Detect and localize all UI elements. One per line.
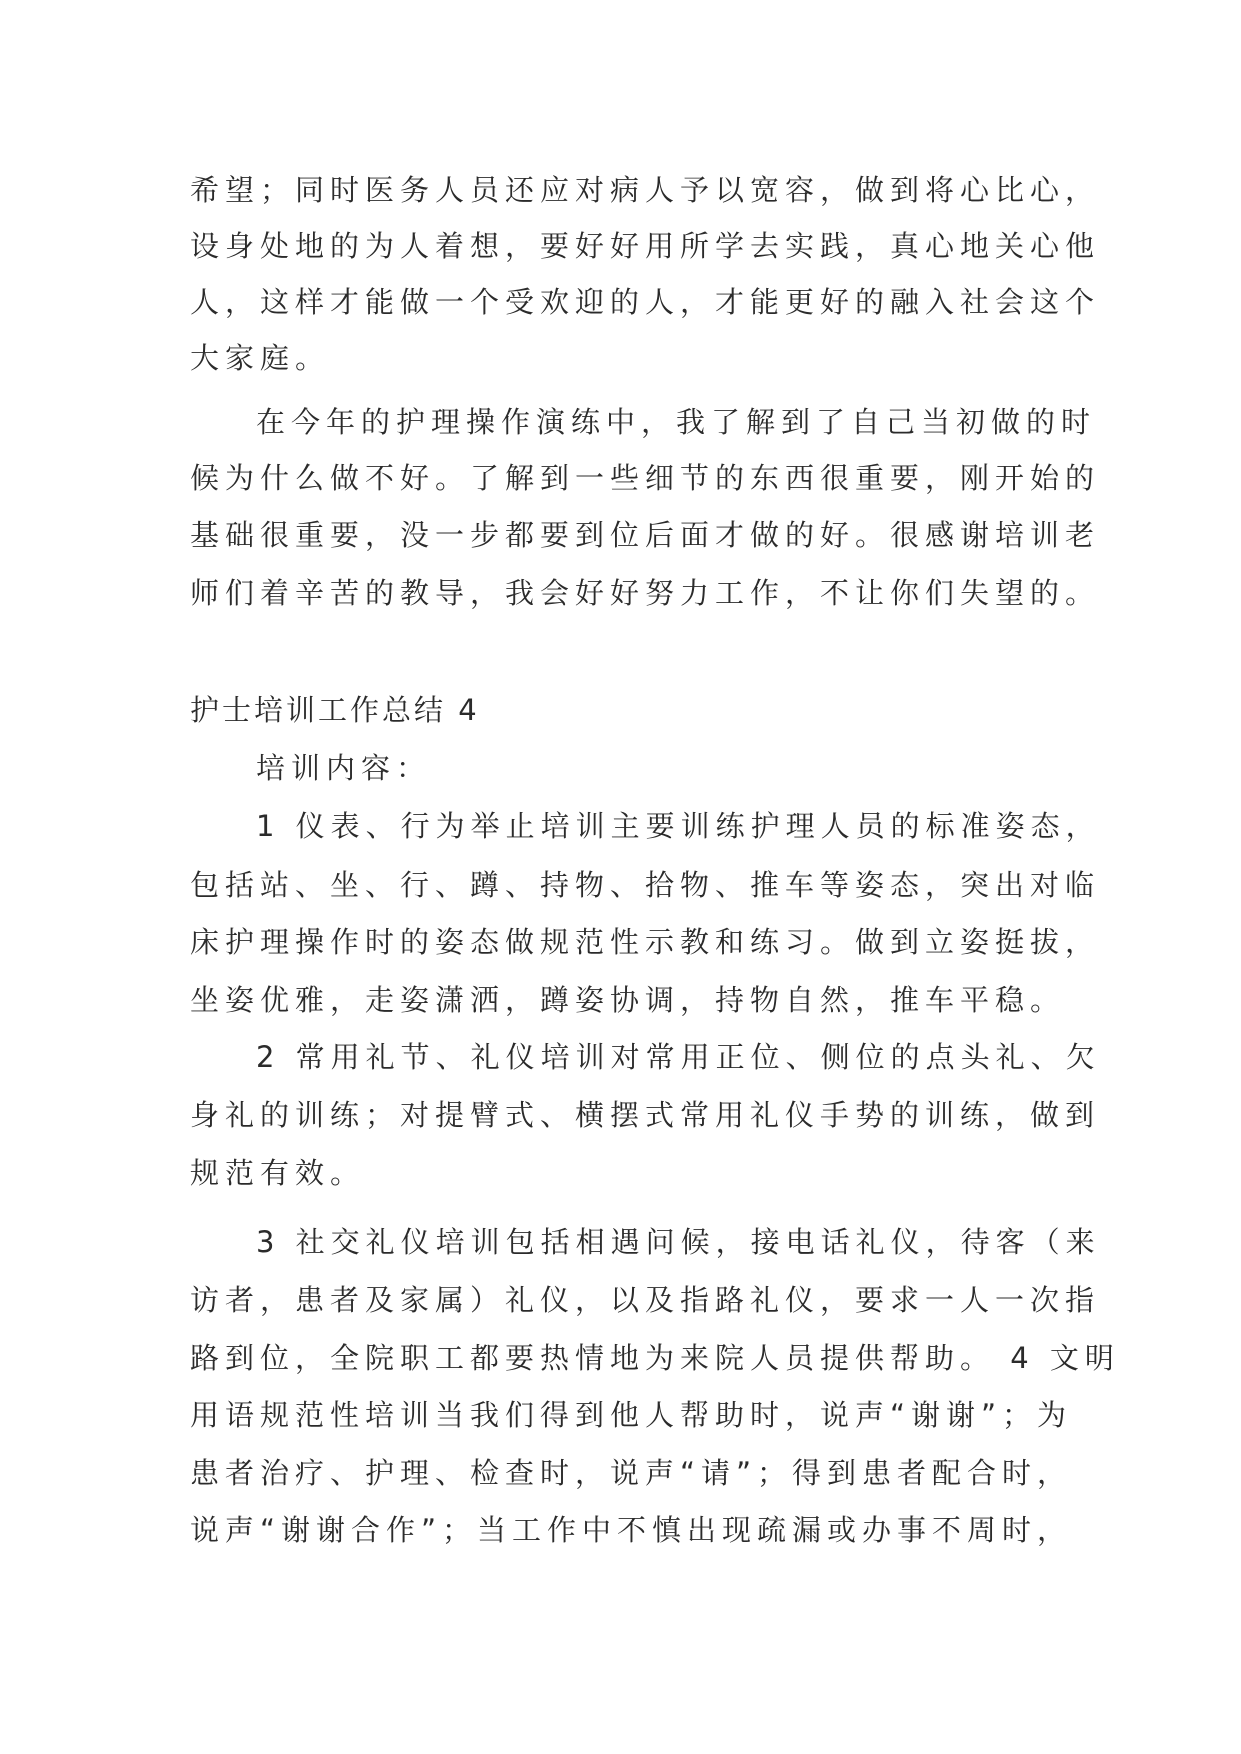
paragraph-line: 床护理操作时的姿态做规范性示教和练习。做到立姿挺拔， <box>190 925 1101 959</box>
paragraph-line: 患者治疗、护理、检查时，说声“请”；得到患者配合时， <box>190 1456 1073 1490</box>
paragraph-line: 希望；同时医务人员还应对病人予以宽容，做到将心比心， <box>190 173 1101 207</box>
paragraph-line: 基础很重要，没一步都要到位后面才做的好。很感谢培训老 <box>190 518 1101 552</box>
paragraph-line: 师们着辛苦的教导，我会好好努力工作，不让你们失望的。 <box>190 576 1101 610</box>
paragraph-line: 访者，患者及家属）礼仪，以及指路礼仪，要求一人一次指 <box>190 1283 1101 1317</box>
paragraph-line: 说声“谢谢合作”；当工作中不慎出现疏漏或办事不周时， <box>190 1513 1073 1547</box>
subheading: 培训内容： <box>256 751 432 785</box>
paragraph-line: 在今年的护理操作演练中，我了解到了自己当初做的时 <box>256 405 1097 439</box>
paragraph-line: 坐姿优雅，走姿潇洒，蹲姿协调，持物自然，推车平稳。 <box>190 983 1066 1017</box>
paragraph-line: 人，这样才能做一个受欢迎的人，才能更好的融入社会这个 <box>190 285 1101 319</box>
paragraph-line: 候为什么做不好。了解到一些细节的东西很重要，刚开始的 <box>190 461 1101 495</box>
paragraph-line: 设身处地的为人着想，要好好用所学去实践，真心地关心他 <box>190 229 1101 263</box>
paragraph-line: 路到位，全院职工都要热情地为来院人员提供帮助。 4 文明 <box>190 1341 1120 1375</box>
paragraph-line: 3 社交礼仪培训包括相遇问候，接电话礼仪，待客（来 <box>256 1225 1101 1259</box>
paragraph-line: 1 仪表、行为举止培训主要训练护理人员的标准姿态， <box>256 809 1101 843</box>
paragraph-line: 包括站、坐、行、蹲、持物、拾物、推车等姿态，突出对临 <box>190 868 1101 902</box>
section-title: 护士培训工作总结 4 <box>190 693 480 727</box>
paragraph-line: 用语规范性培训当我们得到他人帮助时，说声“谢谢”；为 <box>190 1398 1073 1432</box>
paragraph-line: 身礼的训练；对提臂式、横摆式常用礼仪手势的训练，做到 <box>190 1098 1101 1132</box>
paragraph-line: 规范有效。 <box>190 1156 366 1190</box>
paragraph-line: 2 常用礼节、礼仪培训对常用正位、侧位的点头礼、欠 <box>256 1040 1101 1074</box>
paragraph-line: 大家庭。 <box>190 341 331 375</box>
